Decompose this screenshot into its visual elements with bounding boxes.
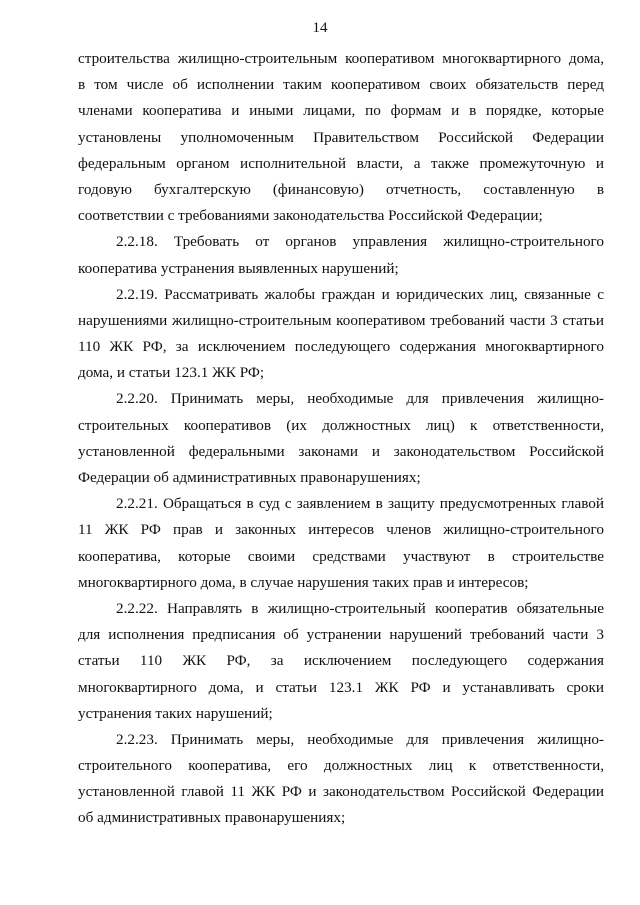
text-line: кооператива, которые своими средствами участвуют в строительстве xyxy=(78,547,604,565)
text-line: строительства жилищно-строительным кооперативом многоквартирного дома, xyxy=(78,50,604,67)
text-line: 11 ЖК РФ прав и законных интересов членов жилищно-строительного xyxy=(78,521,604,539)
text-line: установленной федеральными законами и законодательством Российской xyxy=(78,442,604,460)
text-line: установлены уполномоченным Правительством Российской Федерации xyxy=(78,128,604,146)
text-line: многоквартирного дома, в случае нарушения таких прав и интересов; xyxy=(78,573,529,591)
text-line: об административных правонарушениях; xyxy=(78,809,346,827)
text-line: Федерации об административных правонарушениях; xyxy=(78,469,421,486)
paragraph-first-line: 2.2.19. Рассматривать жалобы граждан и юридических лиц, связанные с xyxy=(116,285,604,303)
text-line: статьи 110 ЖК РФ, за исключением последующего содержания xyxy=(78,652,604,670)
text-line: членами кооператива и иными лицами, по формам и в порядке, которые xyxy=(78,102,604,120)
text-line: соответствии с требованиями законодательства Российской Федерации; xyxy=(78,207,543,225)
paragraph-first-line: 2.2.22. Направлять в жилищно-строительный кооператив обязательные xyxy=(116,599,604,617)
text-line: строительного кооператива, его должностных лиц к ответственности, xyxy=(78,757,604,775)
text-line: дома, и статьи 123.1 ЖК РФ; xyxy=(78,364,265,382)
page-number: 14 xyxy=(312,20,328,36)
paragraph-first-line: 2.2.18. Требовать от органов управления жилищно-строительного xyxy=(116,233,604,251)
text-line: установленной главой 11 ЖК РФ и законодательством Российской Федерации xyxy=(78,783,604,801)
paragraph-first-line: 2.2.23. Принимать меры, необходимые для привлечения жилищно- xyxy=(116,730,604,748)
text-line: годовую бухгалтерскую (финансовую) отчетность, составленную в xyxy=(78,180,604,198)
text-line: строительных кооперативов (их должностных лиц) к ответственности, xyxy=(78,416,604,434)
text-line: многоквартирного дома, и статьи 123.1 ЖК РФ и устанавливать сроки xyxy=(78,678,604,696)
text-line: кооператива устранения выявленных нарушений; xyxy=(78,259,399,277)
paragraph-first-line: 2.2.21. Обращаться в суд с заявлением в защиту предусмотренных главой xyxy=(116,495,604,513)
text-line: для исполнения предписания об устранении нарушений требований части 3 xyxy=(78,626,604,644)
paragraph-first-line: 2.2.20. Принимать меры, необходимые для привлечения жилищно- xyxy=(116,390,604,408)
text-line: федеральным органом исполнительной власти, а также промежуточную и xyxy=(78,154,604,172)
text-line: 110 ЖК РФ, за исключением последующего содержания многоквартирного xyxy=(78,338,604,356)
body-text xyxy=(78,46,604,832)
text-line: устранения таких нарушений; xyxy=(78,704,273,722)
text-line: в том числе об исполнении таким кооперативом своих обязательств перед xyxy=(78,76,604,94)
text-line: нарушениями жилищно-строительным кооперативом требований части 3 статьи xyxy=(78,311,604,329)
